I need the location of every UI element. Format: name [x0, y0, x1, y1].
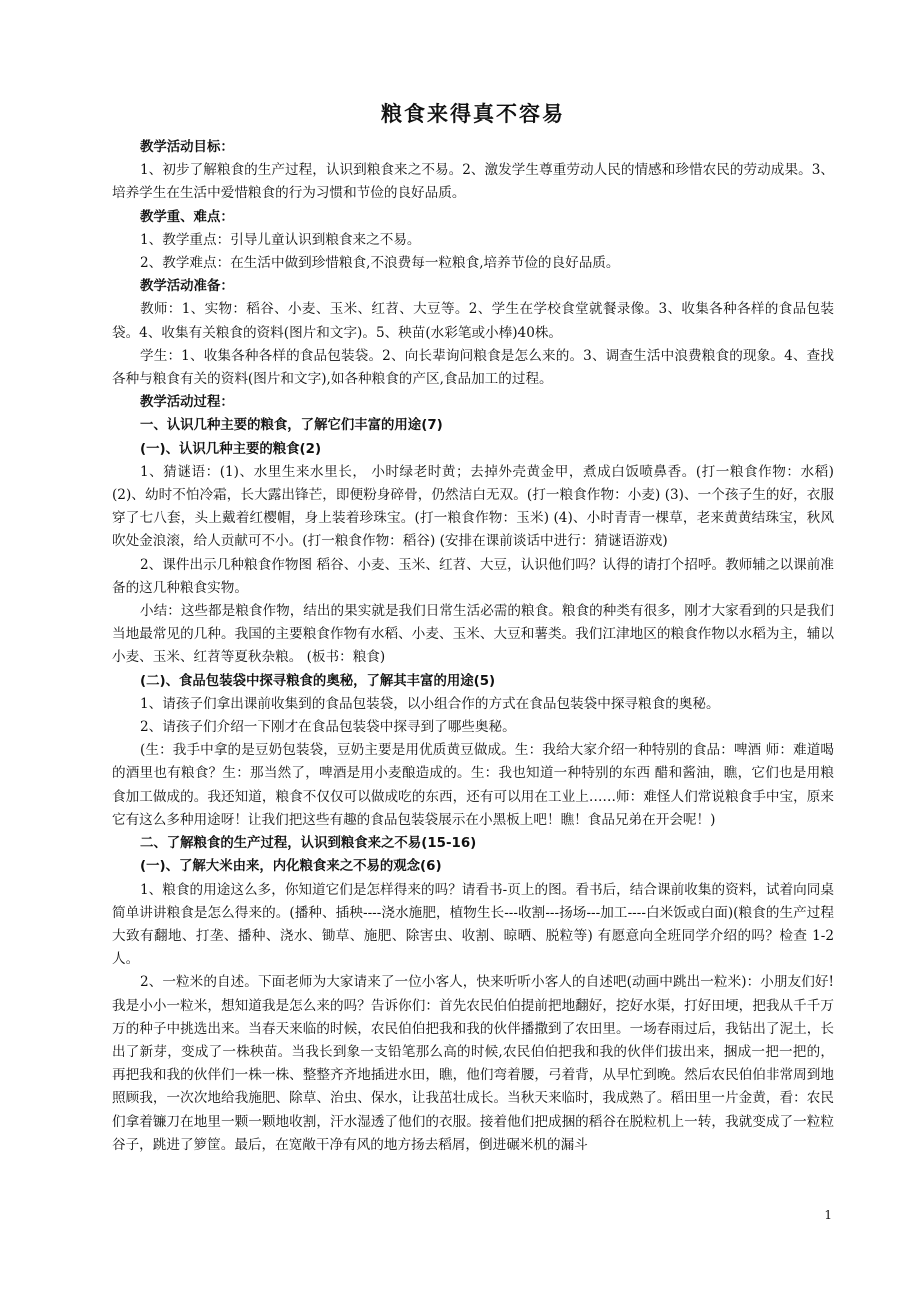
paragraph: 1、猜谜语：(1)、水里生来水里长， 小时绿老时黄；去掉外壳黄金甲，煮成白饭喷鼻香。(打一粮食作物：水稻) (2)、幼时不怕冷霜，长大露出锋芒，即便粉身碎骨，仍然洁白无双。(打一粮食作物：小麦) (3)、一个孩子生的好，衣服穿了七八套，头上戴着红樱帽，身上装着珍珠宝。(打一粮食作物：玉米) (4)、小时青青一棵草，老来黄黄结珠宝，秋风吹处金浪滚，给人贡献可不小。(打一粮食作物：稻谷) (安排在课前谈话中进行：猜谜语游戏): [112, 463, 834, 550]
paragraph: 教师：1、实物：稻谷、小麦、玉米、红苕、大豆等。2、学生在学校食堂就餐录像。3、收集各种各样的食品包装袋。4、收集有关粮食的资料(图片和文字)。5、秧苗(水彩笔或小棒)40株。: [112, 301, 834, 341]
section-heading: 教学活动过程：: [140, 395, 234, 411]
section-heading: 教学活动目标：: [140, 140, 234, 155]
paragraph: (生：我手中拿的是豆奶包装袋，豆奶主要是用优质黄豆做成。生：我给大家介绍一种特别的食品：啤酒 师：难道喝的酒里也有粮食？生：那当然了，啤酒是用小麦酿造成的。生：我也知道一种特别的东西 醋和酱油，瞧，它们也是用粮食加工做成的。我还知道，粮食不仅仅可以做成吃的东西，还有可以用在工业上……师：难怪人们常说粮食手中宝，原来它有这么多种用途呀！让我们把这些有趣的食品包装袋展示在小黑板上吧！瞧！食品兄弟在开会呢！): [112, 742, 834, 828]
paragraph: 2、请孩子们介绍一下刚才在食品包装袋中探寻到了哪些奥秘。: [140, 719, 516, 736]
paragraph: 小结：这些都是粮食作物，结出的果实就是我们日常生活必需的粮食。粮食的种类有很多，刚才大家看到的只是我们当地最常见的几种。我国的主要粮食作物有水稻、小麦、玉米、大豆和薯类。我们江津地区的粮食作物以水稻为主，辅以小麦、玉米、红苕等夏秋杂粮。 (板书：粮食): [112, 603, 834, 666]
section-heading: (二)、食品包装袋中探寻粮食的奥秘，了解其丰富的用途(5): [140, 673, 496, 689]
section-heading: 教学活动准备：: [140, 279, 234, 295]
paragraph: 1、教学重点：引导儿童认识到粮食来之不易。: [140, 231, 421, 248]
document-title: 粮食来得真不容易: [381, 102, 565, 126]
section-heading: 一、认识几种主要的粮食，了解它们丰富的用途(7): [140, 418, 443, 434]
document-body: [112, 136, 834, 1157]
paragraph: 1、初步了解粮食的生产过程，认识到粮食来之不易。2、激发学生尊重劳动人民的情感和珍惜农民的劳动成果。3、培养学生在生活中爱惜粮食的行为习惯和节俭的良好品质。: [112, 162, 834, 202]
page-number: 1: [824, 1208, 832, 1222]
paragraph: 1、粮食的用途这么多，你知道它们是怎样得来的吗？请看书-页上的图。看书后，结合课前收集的资料，试着向同桌简单讲讲粮食是怎么得来的。(播种、插秧----浇水施肥，植物生长---收割---扬场---加工----白米饭或白面)(粮食的生产过程大致有翻地、打垄、播种、浇水、锄草、施肥、除害虫、收割、晾晒、脱粒等) 有愿意向全班同学介绍的吗？检查 1-2 人。: [112, 881, 834, 968]
paragraph: 2、教学难点：在生活中做到珍惜粮食,不浪费每一粒粮食,培养节俭的良好品质。: [140, 255, 620, 272]
section-heading: (一)、了解大米由来，内化粮食来之不易的观念(6): [140, 859, 442, 875]
paragraph: 学生：1、收集各种各样的食品包装袋。2、向长辈询问粮食是怎么来的。3、调查生活中浪费粮食的现象。4、查找各种与粮食有关的资料(图片和文字),如各种粮食的产区,食品加工的过程。: [112, 347, 834, 388]
section-heading: 二、了解粮食的生产过程，认识到粮食来之不易(15-16): [140, 836, 477, 852]
paragraph: 2、一粒米的自述。下面老师为大家请来了一位小客人，快来听听小客人的自述吧(动画中跳出一粒米)：小朋友们好!我是小小一粒米，想知道我是怎么来的吗？告诉你们：首先农民伯伯提前把地翻好，挖好水渠，打好田埂，把我从千千万万的种子中挑选出来。当春天来临的时候，农民伯伯把我和我的伙伴播撒到了农田里。一场春雨过后，我钻出了泥土，长出了新芽，变成了一株秧苗。当我长到象一支铅笔那么高的时候,农民伯伯把我和我的伙伴们拔出来，捆成一把一把的，再把我和我的伙伴们一株一株、整整齐齐地插进水田，瞧，他们弯着腰，弓着背，从早忙到晚。然后农民伯伯非常周到地照顾我，一次次地给我施肥、除草、治虫、保水，让我茁壮成长。当秋天来临时，我成熟了。稻田里一片金黄，看：农民们拿着镰刀在地里一颗一颗地收割，汗水湿透了他们的衣服。接着他们把成捆的稻谷在脱粒机上一转，我就变成了一粒粒谷子，跳进了箩筐。最后，在宽敞干净有风的地方扬去稻屑，倒进碾米机的漏斗: [112, 974, 834, 1153]
paragraph: 1、请孩子们拿出课前收集到的食品包装袋，以小组合作的方式在食品包装袋中探寻粮食的奥秘。: [140, 695, 720, 712]
section-heading: (一)、认识几种主要的粮食(2): [140, 441, 322, 457]
section-heading: 教学重、难点：: [140, 209, 234, 225]
document-page: [112, 0, 834, 1302]
paragraph: 2、课件出示几种粮食作物图 稻谷、小麦、玉米、红苕、大豆，认识他们吗？认得的请打个招呼。教师辅之以课前准备的这几种粮食实物。: [112, 556, 834, 596]
